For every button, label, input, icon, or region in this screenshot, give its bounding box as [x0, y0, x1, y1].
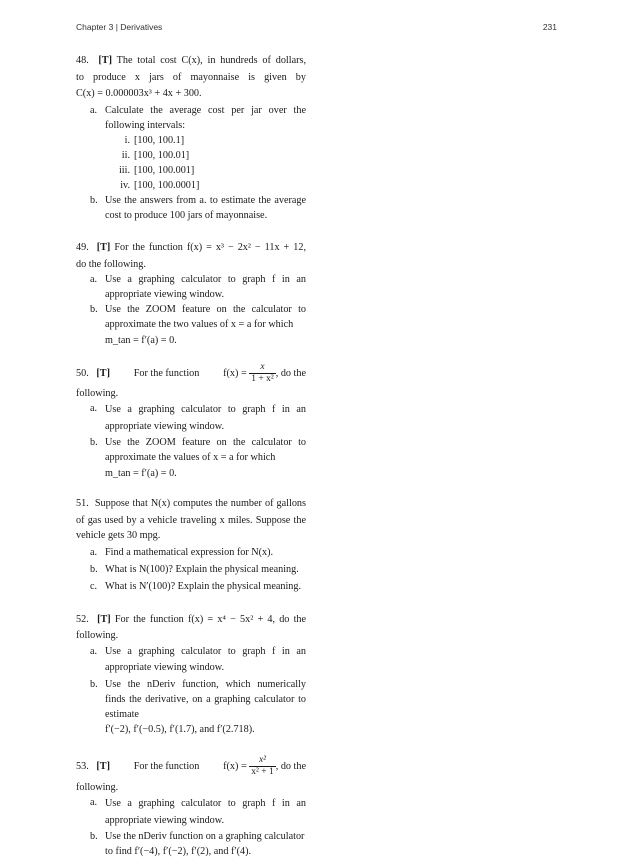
item-label: a.: [90, 105, 98, 116]
problem-51-line-2: of gas used by a vehicle traveling x miles. Suppose the: [76, 515, 306, 526]
item-label: iii.: [118, 165, 130, 176]
list-item: [76, 562, 306, 577]
item-label: b.: [90, 679, 98, 690]
list-item: [76, 272, 306, 302]
problem-48-formula: C(x) = 0.000003x³ + 4x + 300.: [76, 88, 202, 99]
item-label: iv.: [120, 180, 130, 191]
item-label: a.: [90, 274, 98, 285]
item-text: Use the nDeriv function on a graphing calculator: [105, 831, 305, 842]
item-text: [100, 100.01]: [134, 150, 190, 161]
list-item: [76, 133, 306, 148]
item-label: c.: [90, 581, 98, 592]
problem-column: [76, 53, 306, 859]
list-item: [76, 148, 306, 163]
problem-text: , do the: [275, 367, 306, 379]
function-lhs: f(x) =: [223, 367, 247, 379]
item-text: Use a graphing calculator to graph f in an appropriate viewing window.: [105, 274, 306, 300]
problem-49-line-2: do the following.: [76, 259, 146, 270]
problem-text: The total cost C(x), in hundreds of dollars,: [116, 55, 306, 66]
problem-text: , do the: [275, 760, 306, 772]
item-label: i.: [124, 135, 130, 146]
fraction: [249, 362, 275, 385]
item-label: a.: [90, 403, 98, 414]
list-item: [76, 163, 306, 178]
problem-number: 53.: [76, 760, 89, 772]
problem-text: Suppose that N(x) computes the number of gallons: [94, 498, 306, 509]
page-header: [0, 22, 630, 36]
page-number: 231: [542, 22, 557, 32]
item-text: [100, 100.001]: [134, 165, 195, 176]
item-label: b.: [90, 304, 98, 315]
list-item: [76, 829, 306, 844]
problem-53-line-1: [76, 753, 306, 779]
problem-text: For the function: [133, 760, 200, 772]
list-item: [76, 401, 306, 435]
item-label: a.: [90, 797, 98, 808]
tech-tag: [T]: [98, 55, 112, 66]
problem-number: 50.: [76, 367, 89, 379]
list-item: [76, 545, 306, 560]
item-text: [100, 100.1]: [134, 135, 185, 146]
problem-51-line-1: [76, 496, 306, 511]
list-item: [76, 178, 306, 193]
list-item-continued: [76, 844, 306, 859]
tech-tag: [T]: [96, 242, 111, 253]
item-text: Use the answers from a. to estimate the average cost to produce 100 jars of mayonnaise.: [105, 195, 306, 221]
list-item: [76, 302, 306, 332]
problem-53-line-2: following.: [76, 782, 119, 793]
problem-50-line-1: [76, 360, 306, 386]
fraction: [249, 755, 275, 778]
item-label: ii.: [121, 150, 130, 161]
item-formula: m_tan = f′(a) = 0.: [105, 468, 177, 479]
list-item: [76, 579, 306, 594]
item-formula: to find f′(−4), f′(−2), f′(2), and f′(4).: [105, 846, 252, 857]
item-text: Calculate the average cost per jar over the following intervals:: [105, 105, 306, 131]
tech-tag: [T]: [97, 614, 111, 625]
list-item: [76, 435, 306, 465]
problem-49-line-1: [76, 240, 306, 255]
problem-number: 48.: [76, 55, 89, 66]
fraction-denominator: x² + 1: [251, 766, 274, 777]
item-formula: m_tan = f′(a) = 0.: [105, 335, 177, 346]
tech-tag: [T]: [96, 367, 110, 379]
function-expression: [223, 755, 306, 778]
item-text: Use the ZOOM feature on the calculator to approximate the two values of x = a for which: [105, 304, 306, 330]
item-label: b.: [90, 437, 98, 448]
list-item: [76, 644, 306, 676]
list-item: [76, 677, 306, 722]
item-text: What is N(100)? Explain the physical meaning.: [105, 564, 299, 575]
list-item-continued: [76, 333, 306, 348]
list-item: [76, 795, 306, 829]
item-label: b.: [90, 831, 98, 842]
problem-text: For the function f(x) = x⁴ − 5x² + 4, do the: [114, 614, 307, 625]
tech-tag: [T]: [96, 760, 110, 772]
problem-51-line-3: vehicle gets 30 mpg.: [76, 530, 161, 541]
item-text: [100, 100.0001]: [134, 180, 200, 191]
problem-51: [76, 496, 306, 594]
function-lhs: f(x) =: [223, 760, 247, 772]
item-label: b.: [90, 195, 98, 206]
problem-number: 52.: [76, 614, 89, 625]
problem-text: For the function f(x) = x³ − 2x² − 11x + 12,: [114, 242, 307, 253]
problem-50: [76, 360, 306, 481]
fraction-numerator: x²: [249, 755, 275, 767]
item-formula: f′(−2), f′(−0.5), f′(1.7), and f′(2.718).: [105, 724, 255, 735]
problem-text: For the function: [133, 367, 200, 379]
problem-48-line-2: to produce x jars of mayonnaise is given by: [76, 72, 306, 83]
problem-number: 51.: [76, 498, 89, 509]
chapter-title: Chapter 3 | Derivatives: [76, 22, 163, 32]
item-text: Use a graphing calculator to graph f in an appropriate viewing window.: [105, 798, 306, 826]
problem-53: [76, 753, 306, 859]
item-text: Use the ZOOM feature on the calculator to approximate the values of x = a for which: [105, 437, 306, 463]
item-text: What is N′(100)? Explain the physical meaning.: [105, 581, 302, 592]
item-text: Use a graphing calculator to graph f in an appropriate viewing window.: [105, 404, 306, 432]
problem-number: 49.: [76, 242, 89, 253]
item-text: Use the nDeriv function, which numerically finds the derivative, on a graphing calculator to estimate: [105, 679, 306, 720]
function-expression: [223, 362, 306, 385]
problem-49: [76, 240, 306, 348]
item-label: a.: [90, 547, 98, 558]
fraction-denominator: 1 + x²: [251, 373, 274, 384]
problem-50-line-2: following.: [76, 388, 119, 399]
problem-52: [76, 612, 306, 737]
list-item-continued: [76, 466, 306, 481]
list-item: [76, 193, 306, 223]
list-item: [76, 103, 306, 133]
problem-52-line-2: following.: [76, 630, 119, 641]
problem-48-line-1: [76, 53, 306, 68]
item-text: Find a mathematical expression for N(x).: [105, 547, 274, 558]
problem-52-line-1: [76, 612, 306, 627]
item-label: b.: [90, 564, 98, 575]
fraction-numerator: x: [249, 362, 275, 374]
item-label: a.: [90, 646, 98, 657]
list-item-continued: [76, 722, 306, 737]
item-text: Use a graphing calculator to graph f in an appropriate viewing window.: [105, 646, 306, 673]
problem-48: [76, 53, 306, 223]
